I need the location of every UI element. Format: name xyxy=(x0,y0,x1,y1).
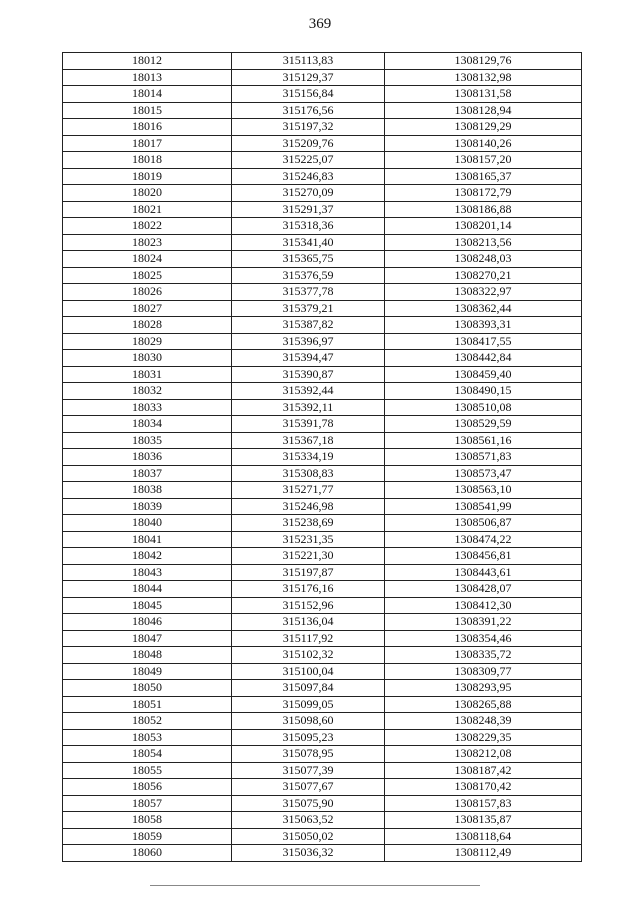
point-number-cell: 18022 xyxy=(63,218,232,235)
table-row xyxy=(63,482,582,499)
y-coordinate-cell: 1308135,87 xyxy=(385,812,582,829)
point-number-cell: 18052 xyxy=(63,713,232,730)
table-row xyxy=(63,680,582,697)
y-coordinate-cell: 1308131,58 xyxy=(385,86,582,103)
y-coordinate-cell: 1308187,42 xyxy=(385,762,582,779)
point-number-cell: 18012 xyxy=(63,53,232,70)
table-row xyxy=(63,383,582,400)
table-row xyxy=(63,564,582,581)
table-row xyxy=(63,267,582,284)
table-row xyxy=(63,69,582,86)
y-coordinate-cell: 1308248,39 xyxy=(385,713,582,730)
x-coordinate-cell: 315197,32 xyxy=(232,119,385,136)
y-coordinate-cell: 1308506,87 xyxy=(385,515,582,532)
y-coordinate-cell: 1308270,21 xyxy=(385,267,582,284)
y-coordinate-cell: 1308201,14 xyxy=(385,218,582,235)
table-row xyxy=(63,812,582,829)
x-coordinate-cell: 315387,82 xyxy=(232,317,385,334)
point-number-cell: 18034 xyxy=(63,416,232,433)
x-coordinate-cell: 315117,92 xyxy=(232,630,385,647)
x-coordinate-cell: 315365,75 xyxy=(232,251,385,268)
x-coordinate-cell: 315392,11 xyxy=(232,399,385,416)
x-coordinate-cell: 315152,96 xyxy=(232,597,385,614)
point-number-cell: 18017 xyxy=(63,135,232,152)
y-coordinate-cell: 1308265,88 xyxy=(385,696,582,713)
y-coordinate-cell: 1308186,88 xyxy=(385,201,582,218)
y-coordinate-cell: 1308362,44 xyxy=(385,300,582,317)
x-coordinate-cell: 315225,07 xyxy=(232,152,385,169)
y-coordinate-cell: 1308129,29 xyxy=(385,119,582,136)
point-number-cell: 18028 xyxy=(63,317,232,334)
table-row xyxy=(63,548,582,565)
table-row xyxy=(63,465,582,482)
table-row xyxy=(63,845,582,862)
x-coordinate-cell: 315341,40 xyxy=(232,234,385,251)
point-number-cell: 18030 xyxy=(63,350,232,367)
table-row xyxy=(63,515,582,532)
table-row xyxy=(63,581,582,598)
x-coordinate-cell: 315334,19 xyxy=(232,449,385,466)
point-number-cell: 18020 xyxy=(63,185,232,202)
y-coordinate-cell: 1308443,61 xyxy=(385,564,582,581)
table-row xyxy=(63,597,582,614)
x-coordinate-cell: 315221,30 xyxy=(232,548,385,565)
point-number-cell: 18025 xyxy=(63,267,232,284)
table-row xyxy=(63,647,582,664)
y-coordinate-cell: 1308212,08 xyxy=(385,746,582,763)
point-number-cell: 18032 xyxy=(63,383,232,400)
x-coordinate-cell: 315270,09 xyxy=(232,185,385,202)
table-row xyxy=(63,350,582,367)
x-coordinate-cell: 315271,77 xyxy=(232,482,385,499)
table-row xyxy=(63,102,582,119)
y-coordinate-cell: 1308573,47 xyxy=(385,465,582,482)
table-row xyxy=(63,300,582,317)
x-coordinate-cell: 315156,84 xyxy=(232,86,385,103)
point-number-cell: 18029 xyxy=(63,333,232,350)
y-coordinate-cell: 1308417,55 xyxy=(385,333,582,350)
point-number-cell: 18057 xyxy=(63,795,232,812)
point-number-cell: 18038 xyxy=(63,482,232,499)
table-row xyxy=(63,284,582,301)
table-row xyxy=(63,828,582,845)
x-coordinate-cell: 315308,83 xyxy=(232,465,385,482)
y-coordinate-cell: 1308322,97 xyxy=(385,284,582,301)
x-coordinate-cell: 315098,60 xyxy=(232,713,385,730)
x-coordinate-cell: 315376,59 xyxy=(232,267,385,284)
x-coordinate-cell: 315077,39 xyxy=(232,762,385,779)
x-coordinate-cell: 315077,67 xyxy=(232,779,385,796)
y-coordinate-cell: 1308510,08 xyxy=(385,399,582,416)
point-number-cell: 18027 xyxy=(63,300,232,317)
y-coordinate-cell: 1308213,56 xyxy=(385,234,582,251)
point-number-cell: 18040 xyxy=(63,515,232,532)
x-coordinate-cell: 315099,05 xyxy=(232,696,385,713)
point-number-cell: 18023 xyxy=(63,234,232,251)
point-number-cell: 18013 xyxy=(63,69,232,86)
point-number-cell: 18049 xyxy=(63,663,232,680)
x-coordinate-cell: 315396,97 xyxy=(232,333,385,350)
y-coordinate-cell: 1308248,03 xyxy=(385,251,582,268)
point-number-cell: 18055 xyxy=(63,762,232,779)
x-coordinate-cell: 315379,21 xyxy=(232,300,385,317)
point-number-cell: 18018 xyxy=(63,152,232,169)
table-row xyxy=(63,53,582,70)
table-row xyxy=(63,234,582,251)
y-coordinate-cell: 1308128,94 xyxy=(385,102,582,119)
y-coordinate-cell: 1308541,99 xyxy=(385,498,582,515)
point-number-cell: 18047 xyxy=(63,630,232,647)
x-coordinate-cell: 315291,37 xyxy=(232,201,385,218)
y-coordinate-cell: 1308172,79 xyxy=(385,185,582,202)
point-number-cell: 18039 xyxy=(63,498,232,515)
table-row xyxy=(63,630,582,647)
table-row xyxy=(63,746,582,763)
x-coordinate-cell: 315394,47 xyxy=(232,350,385,367)
y-coordinate-cell: 1308165,37 xyxy=(385,168,582,185)
x-coordinate-cell: 315075,90 xyxy=(232,795,385,812)
point-number-cell: 18019 xyxy=(63,168,232,185)
x-coordinate-cell: 315136,04 xyxy=(232,614,385,631)
y-coordinate-cell: 1308157,20 xyxy=(385,152,582,169)
point-number-cell: 18046 xyxy=(63,614,232,631)
y-coordinate-cell: 1308132,98 xyxy=(385,69,582,86)
point-number-cell: 18041 xyxy=(63,531,232,548)
x-coordinate-cell: 315390,87 xyxy=(232,366,385,383)
x-coordinate-cell: 315176,56 xyxy=(232,102,385,119)
y-coordinate-cell: 1308442,84 xyxy=(385,350,582,367)
x-coordinate-cell: 315036,32 xyxy=(232,845,385,862)
y-coordinate-cell: 1308393,31 xyxy=(385,317,582,334)
table-row xyxy=(63,779,582,796)
y-coordinate-cell: 1308561,16 xyxy=(385,432,582,449)
point-number-cell: 18050 xyxy=(63,680,232,697)
table-row xyxy=(63,498,582,515)
x-coordinate-cell: 315197,87 xyxy=(232,564,385,581)
y-coordinate-cell: 1308229,35 xyxy=(385,729,582,746)
y-coordinate-cell: 1308157,83 xyxy=(385,795,582,812)
point-number-cell: 18056 xyxy=(63,779,232,796)
point-number-cell: 18036 xyxy=(63,449,232,466)
table-row xyxy=(63,729,582,746)
y-coordinate-cell: 1308474,22 xyxy=(385,531,582,548)
table-body xyxy=(63,53,582,862)
point-number-cell: 18053 xyxy=(63,729,232,746)
point-number-cell: 18054 xyxy=(63,746,232,763)
point-number-cell: 18051 xyxy=(63,696,232,713)
table-row xyxy=(63,135,582,152)
y-coordinate-cell: 1308490,15 xyxy=(385,383,582,400)
y-coordinate-cell: 1308118,64 xyxy=(385,828,582,845)
point-number-cell: 18024 xyxy=(63,251,232,268)
table-row xyxy=(63,449,582,466)
point-number-cell: 18015 xyxy=(63,102,232,119)
table-row xyxy=(63,168,582,185)
point-number-cell: 18045 xyxy=(63,597,232,614)
table-row xyxy=(63,432,582,449)
x-coordinate-cell: 315100,04 xyxy=(232,663,385,680)
point-number-cell: 18058 xyxy=(63,812,232,829)
x-coordinate-cell: 315238,69 xyxy=(232,515,385,532)
table-row xyxy=(63,762,582,779)
y-coordinate-cell: 1308529,59 xyxy=(385,416,582,433)
x-coordinate-cell: 315246,83 xyxy=(232,168,385,185)
y-coordinate-cell: 1308354,46 xyxy=(385,630,582,647)
table-row xyxy=(63,333,582,350)
x-coordinate-cell: 315097,84 xyxy=(232,680,385,697)
table-row xyxy=(63,218,582,235)
table-row xyxy=(63,795,582,812)
table-row xyxy=(63,531,582,548)
y-coordinate-cell: 1308170,42 xyxy=(385,779,582,796)
point-number-cell: 18033 xyxy=(63,399,232,416)
y-coordinate-cell: 1308571,83 xyxy=(385,449,582,466)
x-coordinate-cell: 315102,32 xyxy=(232,647,385,664)
table-row xyxy=(63,663,582,680)
y-coordinate-cell: 1308129,76 xyxy=(385,53,582,70)
table-row xyxy=(63,86,582,103)
table-row xyxy=(63,416,582,433)
point-number-cell: 18016 xyxy=(63,119,232,136)
point-number-cell: 18043 xyxy=(63,564,232,581)
y-coordinate-cell: 1308112,49 xyxy=(385,845,582,862)
point-number-cell: 18026 xyxy=(63,284,232,301)
table-row xyxy=(63,119,582,136)
point-number-cell: 18044 xyxy=(63,581,232,598)
x-coordinate-cell: 315318,36 xyxy=(232,218,385,235)
table-row xyxy=(63,201,582,218)
table-row xyxy=(63,317,582,334)
y-coordinate-cell: 1308563,10 xyxy=(385,482,582,499)
y-coordinate-cell: 1308335,72 xyxy=(385,647,582,664)
y-coordinate-cell: 1308456,81 xyxy=(385,548,582,565)
point-number-cell: 18035 xyxy=(63,432,232,449)
x-coordinate-cell: 315050,02 xyxy=(232,828,385,845)
x-coordinate-cell: 315113,83 xyxy=(232,53,385,70)
bottom-rule xyxy=(150,885,480,886)
point-number-cell: 18048 xyxy=(63,647,232,664)
x-coordinate-cell: 315176,16 xyxy=(232,581,385,598)
table-row xyxy=(63,614,582,631)
point-number-cell: 18031 xyxy=(63,366,232,383)
y-coordinate-cell: 1308309,77 xyxy=(385,663,582,680)
y-coordinate-cell: 1308293,95 xyxy=(385,680,582,697)
x-coordinate-cell: 315095,23 xyxy=(232,729,385,746)
x-coordinate-cell: 315129,37 xyxy=(232,69,385,86)
x-coordinate-cell: 315377,78 xyxy=(232,284,385,301)
y-coordinate-cell: 1308412,30 xyxy=(385,597,582,614)
x-coordinate-cell: 315246,98 xyxy=(232,498,385,515)
point-number-cell: 18059 xyxy=(63,828,232,845)
table-row xyxy=(63,696,582,713)
point-number-cell: 18042 xyxy=(63,548,232,565)
y-coordinate-cell: 1308140,26 xyxy=(385,135,582,152)
x-coordinate-cell: 315231,35 xyxy=(232,531,385,548)
table-row xyxy=(63,251,582,268)
x-coordinate-cell: 315392,44 xyxy=(232,383,385,400)
y-coordinate-cell: 1308391,22 xyxy=(385,614,582,631)
table-row xyxy=(63,399,582,416)
x-coordinate-cell: 315209,76 xyxy=(232,135,385,152)
x-coordinate-cell: 315367,18 xyxy=(232,432,385,449)
y-coordinate-cell: 1308428,07 xyxy=(385,581,582,598)
table-row xyxy=(63,713,582,730)
table-row xyxy=(63,185,582,202)
point-number-cell: 18060 xyxy=(63,845,232,862)
point-number-cell: 18021 xyxy=(63,201,232,218)
y-coordinate-cell: 1308459,40 xyxy=(385,366,582,383)
x-coordinate-cell: 315078,95 xyxy=(232,746,385,763)
point-number-cell: 18014 xyxy=(63,86,232,103)
table-row xyxy=(63,152,582,169)
x-coordinate-cell: 315391,78 xyxy=(232,416,385,433)
x-coordinate-cell: 315063,52 xyxy=(232,812,385,829)
table-row xyxy=(63,366,582,383)
coordinates-table xyxy=(62,52,582,862)
page-number: 369 xyxy=(308,16,332,32)
point-number-cell: 18037 xyxy=(63,465,232,482)
